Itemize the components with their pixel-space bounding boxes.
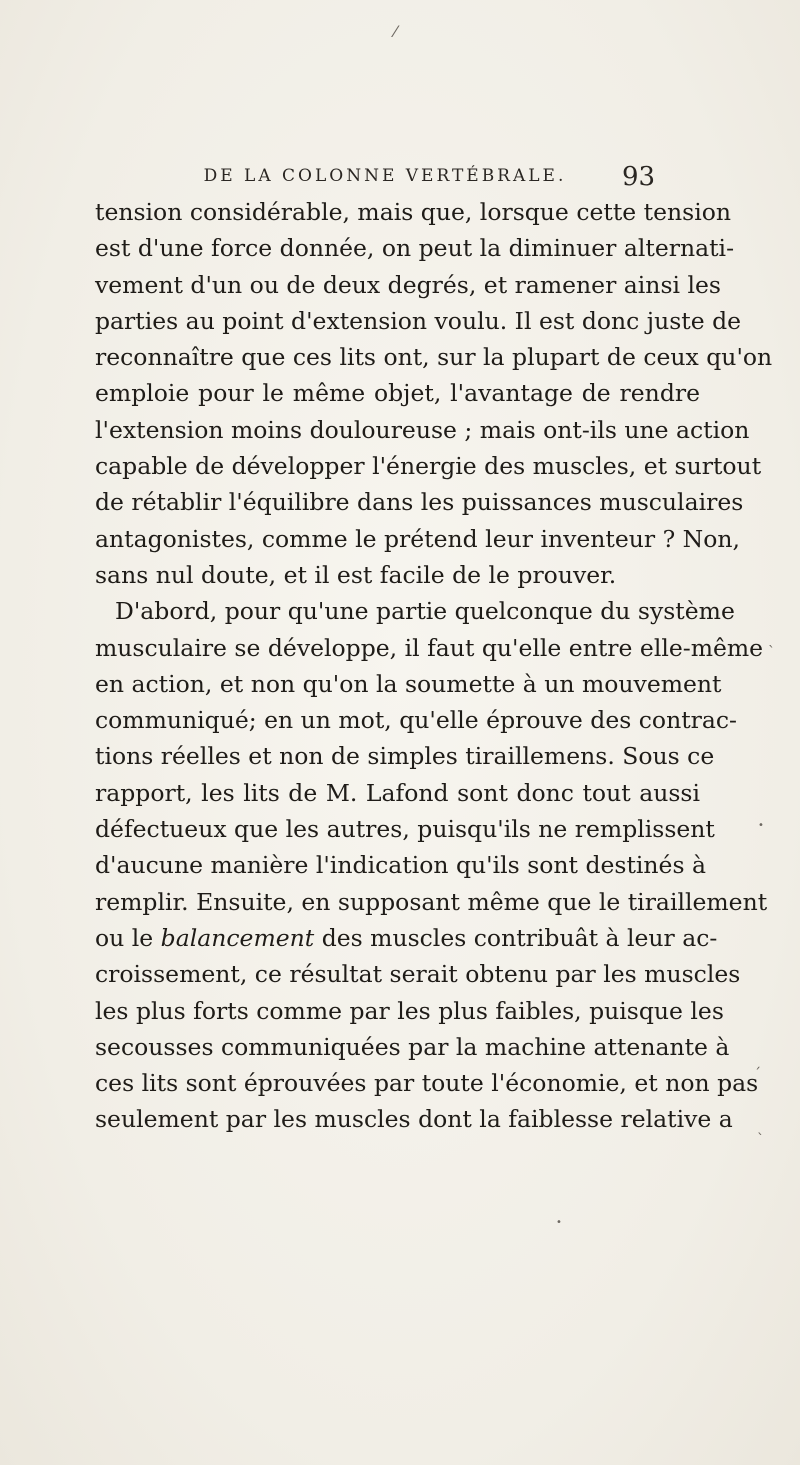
text-fragment: des muscles contribuât à leur ac- <box>314 923 718 952</box>
text-line-italic <box>95 920 718 956</box>
text-line: tension considérable, mais que, lorsque cette tension <box>95 198 731 226</box>
text-line: ces lits sont éprouvées par toute l'économie, et non pas <box>95 1069 759 1098</box>
text-line: communiqué; en un mot, qu'elle éprouve des contrac- <box>95 706 737 735</box>
italic-word: balancement <box>160 923 315 952</box>
text-line: l'extension moins douloureuse ; mais ont-ils une action <box>95 415 750 444</box>
page-number: 93 <box>622 162 656 192</box>
scan-speck-mark: ˎ <box>768 632 775 648</box>
text-line: en action, et non qu'on la soumette à un mouvement <box>95 669 722 698</box>
text-line: antagonistes, comme le prétend leur inventeur ? Non, <box>95 524 740 553</box>
text-line: tions réelles et non de simples tiraillemens. Sous ce <box>95 742 715 771</box>
text-line: seulement par les muscles dont la faiblesse relative a <box>95 1105 733 1134</box>
text-line: d'aucune manière l'indication qu'ils sont destinés à <box>95 851 706 880</box>
text-line: capable de développer l'énergie des muscles, et surtout <box>95 452 762 481</box>
text-line: défectueux que les autres, puisqu'ils ne remplissent <box>95 815 715 844</box>
text-line: vement d'un ou de deux degrés, et ramener ainsi les <box>95 270 721 299</box>
scan-speck-mark: • <box>758 820 764 831</box>
scan-speck-mark: ˋ <box>757 1132 764 1148</box>
scan-speck-mark: • <box>556 1217 562 1228</box>
text-line: est d'une force donnée, on peut la diminuer alternati- <box>95 234 735 263</box>
text-line: de rétablir l'équilibre dans les puissances musculaires <box>95 488 744 517</box>
body-text <box>95 194 773 1138</box>
text-line: croissement, ce résultat serait obtenu par les muscles <box>95 960 741 989</box>
text-line: sans nul doute, et il est facile de le prouver. <box>95 560 617 589</box>
running-title: DE LA COLONNE VERTÉBRALE. <box>203 166 567 186</box>
text-line: emploie pour le même objet, l'avantage de rendre <box>95 379 700 408</box>
text-line: rapport, les lits de M. Lafond sont donc tout aussi <box>95 778 700 807</box>
text-line: parties au point d'extension voulu. Il est donc juste de <box>95 306 742 335</box>
text-line: D'abord, pour qu'une partie quelconque du système <box>115 597 735 626</box>
text-line: musculaire se développe, il faut qu'elle entre elle-même <box>95 633 764 662</box>
text-fragment: ou le <box>95 923 161 952</box>
scan-speck-mark: ⁄ <box>394 22 397 41</box>
scan-speck-mark: ˏ <box>754 1054 761 1070</box>
text-line: les plus forts comme par les plus faibles, puisque les <box>95 996 724 1025</box>
text-line: secousses communiquées par la machine attenante à <box>95 1032 730 1061</box>
running-head <box>0 164 800 194</box>
text-line: remplir. Ensuite, en supposant même que le tiraillement <box>95 887 768 916</box>
text-line: reconnaître que ces lits ont, sur la plupart de ceux qu'on <box>95 343 773 372</box>
